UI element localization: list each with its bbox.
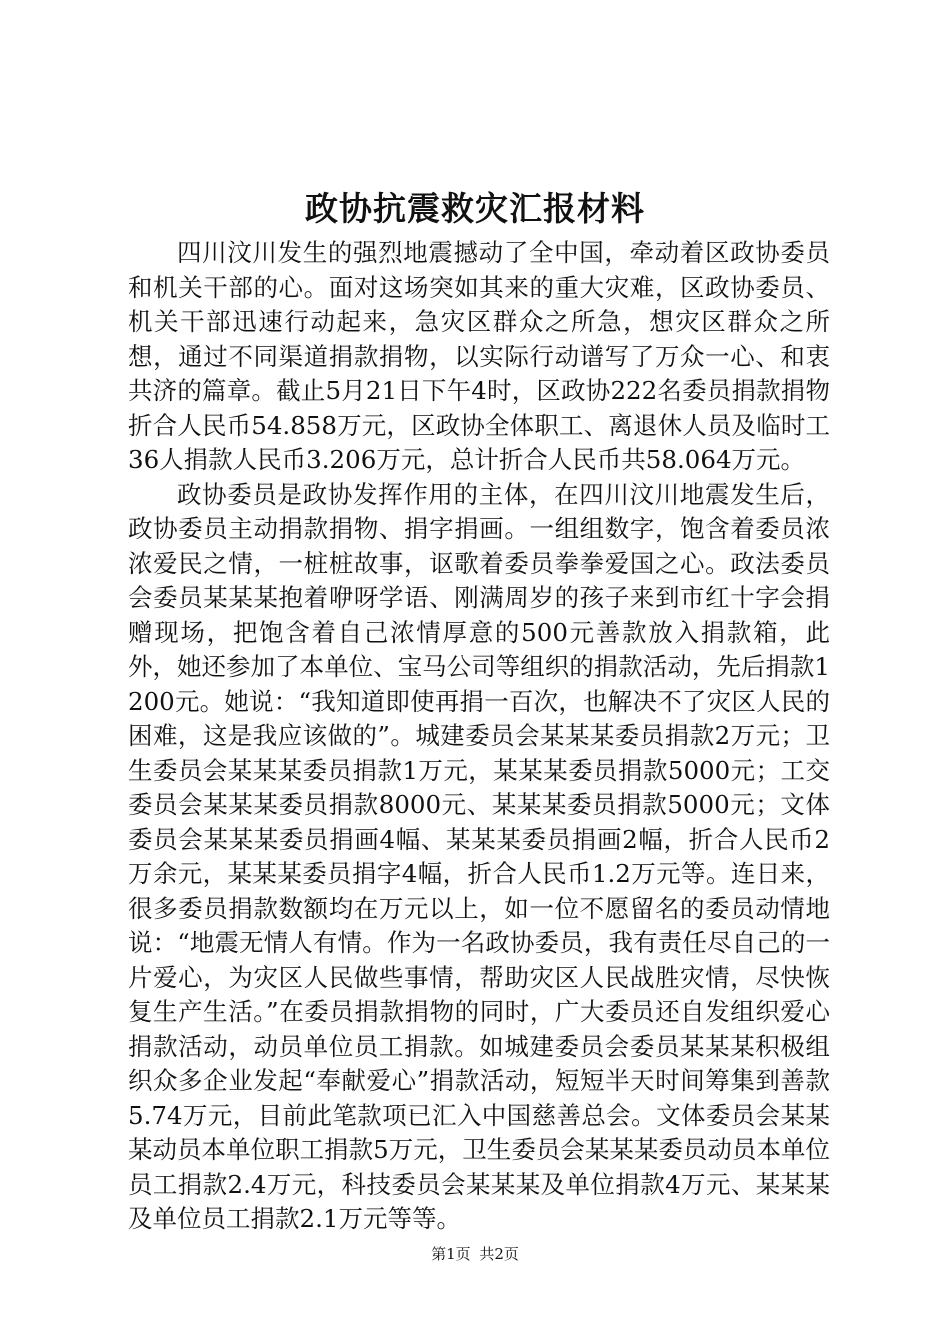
page-footer — [0, 1244, 950, 1264]
document-title: 政协抗震救灾汇报材料 — [305, 189, 645, 228]
paragraph-1: 四川汶川发生的强烈地震撼动了全中国，牵动着区政协委员和机关干部的心。面对这场突如其来的重大灾难，区政协委员、机关干部迅速行动起来，急灾区群众之所急，想灾区群众之所想，通过不同渠道捐款捐物，以实际行动谱写了万众一心、和衷共济的篇章。截止5月21日下午4时，区政协222名委员捐款捐物折合人民币54.858万元，区政协全体职工、离退休人员及临时工36人捐款人民币3.206万元，总计折合人民币共58.064万元。 — [128, 238, 830, 474]
document-body — [128, 236, 830, 1237]
paragraph-2: 政协委员是政协发挥作用的主体，在四川汶川地震发生后，政协委员主动捐款捐物、捐字捐画。一组组数字，饱含着委员浓浓爱民之情，一桩桩故事，讴歌着委员拳拳爱国之心。政法委员会委员某某某抱着咿呀学语、刚满周岁的孩子来到市红十字会捐赠现场，把饱含着自己浓情厚意的500元善款放入捐款箱，此外，她还参加了本单位、宝马公司等组织的捐款活动，先后捐款1200元。她说：“我知道即使再捐一百次，也解决不了灾区人民的困难，这是我应该做的”。城建委员会某某某委员捐款2万元；卫生委员会某某某委员捐款1万元，某某某委员捐款5000元；工交委员会某某某委员捐款8000元、某某某委员捐款5000元；文体委员会某某某委员捐画4幅、某某某委员捐画2幅，折合人民币2万余元，某某某委员捐字4幅，折合人民币1.2万元等。连日来，很多委员捐款数额均在万元以上，如一位不愿留名的委员动情地说：“地震无情人有情。作为一名政协委员，我有责任尽自己的一片爱心，为灾区人民做些事情，帮助灾区人民战胜灾情，尽快恢复生产生活。”在委员捐款捐物的同时，广大委员还自发组织爱心捐款活动，动员单位员工捐款。如城建委员会委员某某某积极组织众多企业发起“奉献爱心”捐款活动，短短半天时间筹集到善款5.74万元，目前此笔款项已汇入中国慈善总会。文体委员会某某某动员本单位职工捐款5万元，卫生委员会某某某委员动员本单位员工捐款2.4万元，科技委员会某某某及单位捐款4万元、某某某及单位员工捐款2.1万元等等。 — [128, 479, 830, 1233]
page-total: 共2页 — [479, 1245, 519, 1263]
page-number: 第1页 — [431, 1245, 471, 1263]
